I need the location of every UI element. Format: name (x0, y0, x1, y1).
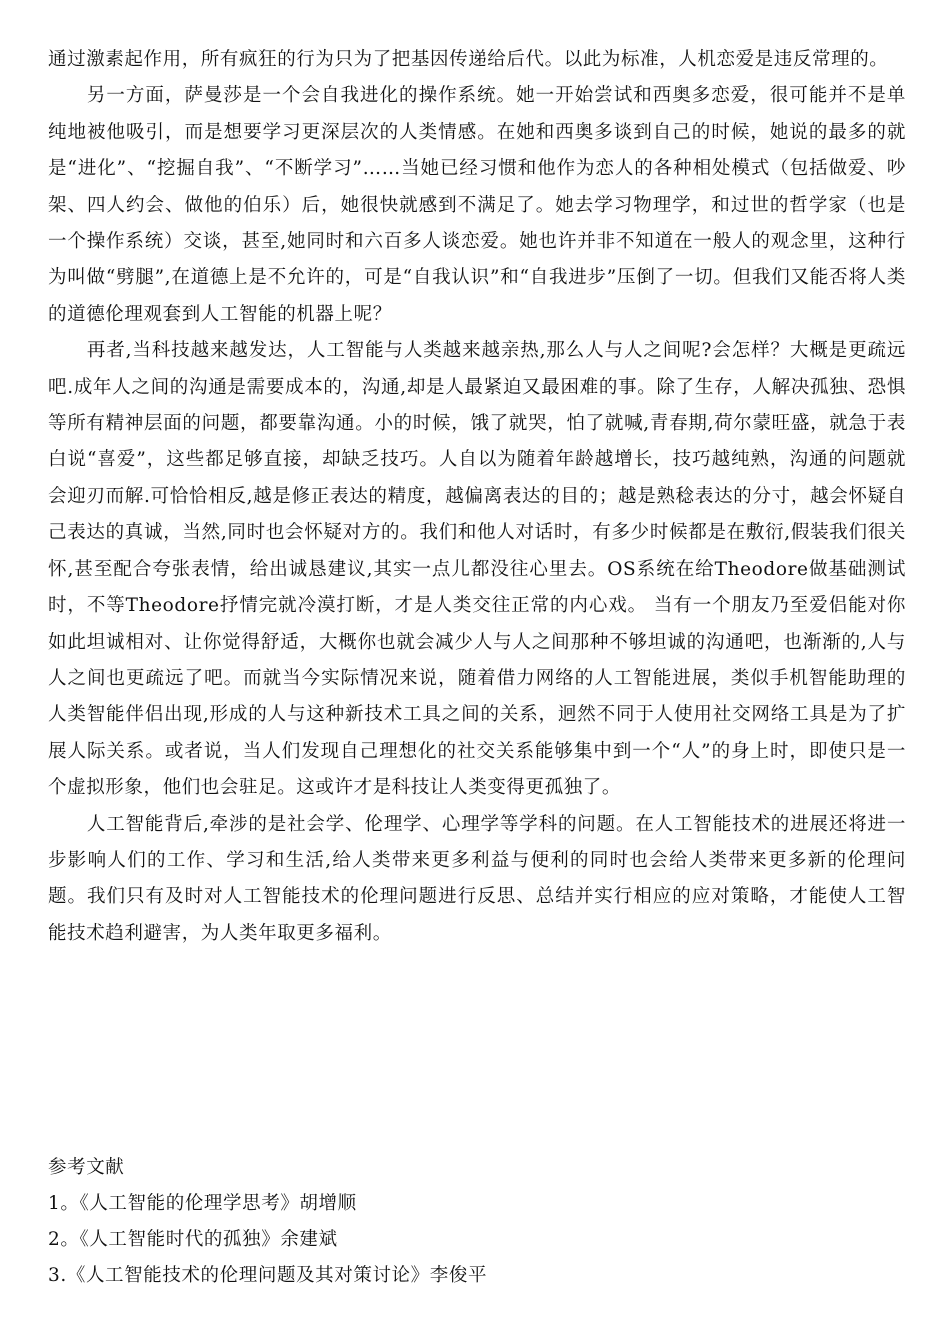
paragraph-samantha: 另一方面，萨曼莎是一个会自我进化的操作系统。她一开始尝试和西奥多恋爱，很可能并不是单纯地被他吸引，而是想要学习更深层次的人类情感。在她和西奥多谈到自己的时候，她说的最多的就是“进化”、“挖掘自我”、“不断学习”……当她已经习惯和他作为恋人的各种相处模式（包括做爱、吵架、四人约会、做他的伯乐）后，她很快就感到不满足了。她去学习物理学，和过世的哲学家（也是一个操作系统）交谈，甚至,她同时和六百多人谈恋爱。她也许并非不知道在一般人的观念里，这种行为叫做“劈腿”,在道德上是不允许的，可是“自我认识”和“自我进步”压倒了一切。但我们又能否将人类的道德伦理观套到人工智能的机器上呢？ (48, 85, 906, 325)
paragraph-continuation: 通过激素起作用，所有疯狂的行为只为了把基因传递给后代。以此为标准，人机恋爱是违反常理的。 (48, 49, 889, 70)
reference-item-1: 1。《人工智能的伦理学思考》胡增顺 (48, 1193, 357, 1214)
references-section (48, 1150, 906, 1294)
reference-item-3: 3.《人工智能技术的伦理问题及其对策讨论》李俊平 (48, 1265, 488, 1286)
paragraph-communication: 再者,当科技越来越发达，人工智能与人类越来越亲热,那么人与人之间呢?会怎样？大概是更疏远吧.成年人之间的沟通是需要成本的，沟通,却是人最紧迫又最困难的事。除了生存，人解决孤独、恐惧等所有精神层面的问题，都要靠沟通。小的时候，饿了就哭，怕了就喊,青春期,荷尔蒙旺盛，就急于表白说“喜爱”，这些都足够直接，却缺乏技巧。人自以为随着年龄越增长，技巧越纯熟，沟通的问题就会迎刃而解.可恰恰相反,越是修正表达的精度，越偏离表达的目的；越是熟稔表达的分寸，越会怀疑自己表达的真诚，当然,同时也会怀疑对方的。我们和他人对话时，有多少时候都是在敷衍,假装我们很关怀,甚至配合夸张表情，给出诚恳建议,其实一点儿都没往心里去。OS系统在给Theodore做基础测试时，不等Theodore抒情完就冷漠打断，才是人类交往正常的内心戏。 当有一个朋友乃至爱侣能对你如此坦诚相对、让你觉得舒适，大概你也就会减少人与人之间那种不够坦诚的沟通吧，也渐渐的,人与人之间也更疏远了吧。而就当今实际情况来说，随着借力网络的人工智能进展，类似手机智能助理的人类智能伴侣出现,形成的人与这种新技术工具之间的关系，迥然不同于人使用社交网络工具是为了扩展人际关系。或者说，当人们发现自己理想化的社交关系能够集中到一个“人”的身上时，即使只是一个虚拟形象，他们也会驻足。这或许才是科技让人类变得更孤独了。 (48, 340, 906, 799)
reference-item-2: 2。《人工智能时代的孤独》余建斌 (48, 1229, 338, 1250)
paragraph-conclusion: 人工智能背后,牵涉的是社会学、伦理学、心理学等学科的问题。在人工智能技术的进展还将进一步影响人们的工作、学习和生活,给人类带来更多利益与便利的同时也会给人类带来更多新的伦理问题。我们只有及时对人工智能技术的伦理问题进行反思、总结并实行相应的应对策略，才能使人工智能技术趋利避害，为人类年取更多福利。 (48, 813, 906, 944)
document-body (48, 42, 906, 952)
references-heading: 参考文献 (48, 1157, 125, 1178)
